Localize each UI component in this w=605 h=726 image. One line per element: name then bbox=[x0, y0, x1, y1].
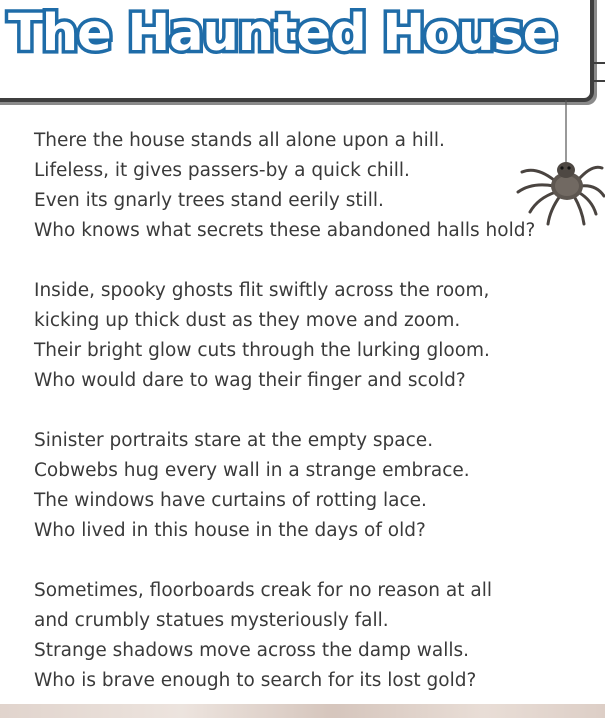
title-banner bbox=[0, 0, 594, 102]
poem-line: Even its gnarly trees stand eerily still. bbox=[34, 190, 384, 211]
stanza-4 bbox=[34, 576, 535, 696]
page-title: The Haunted House bbox=[8, 4, 557, 63]
poem-line: Who lived in this house in the days of old? bbox=[34, 520, 426, 541]
poem-line: Inside, spooky ghosts flit swiftly across the room, bbox=[34, 280, 490, 301]
poem-line: Who is brave enough to search for its lost gold? bbox=[34, 670, 477, 691]
poem-line: The windows have curtains of rotting lace. bbox=[34, 490, 427, 511]
bottom-border-decoration bbox=[0, 704, 605, 718]
poem-line: Sometimes, floorboards creak for no reason at all bbox=[34, 580, 492, 601]
poem-line: There the house stands all alone upon a hill. bbox=[34, 130, 445, 151]
poem-line: Who would dare to wag their finger and scold? bbox=[34, 370, 466, 391]
poem-line: Their bright glow cuts through the lurking gloom. bbox=[34, 340, 490, 361]
poem bbox=[34, 126, 535, 726]
poem-line: and crumbly statues mysteriously fall. bbox=[34, 610, 389, 631]
poem-line: Strange shadows move across the damp walls. bbox=[34, 640, 470, 661]
stanza-1 bbox=[34, 126, 535, 246]
poem-line: Sinister portraits stare at the empty space. bbox=[34, 430, 434, 451]
poem-line: Cobwebs hug every wall in a strange embrace. bbox=[34, 460, 470, 481]
frame-decoration bbox=[591, 62, 605, 82]
stanza-2 bbox=[34, 276, 535, 396]
poem-line: kicking up thick dust as they move and zoom. bbox=[34, 310, 461, 331]
poem-line: Who knows what secrets these abandoned halls hold? bbox=[34, 220, 536, 241]
poem-line: Lifeless, it gives passers-by a quick chill. bbox=[34, 160, 410, 181]
stanza-3 bbox=[34, 426, 535, 546]
